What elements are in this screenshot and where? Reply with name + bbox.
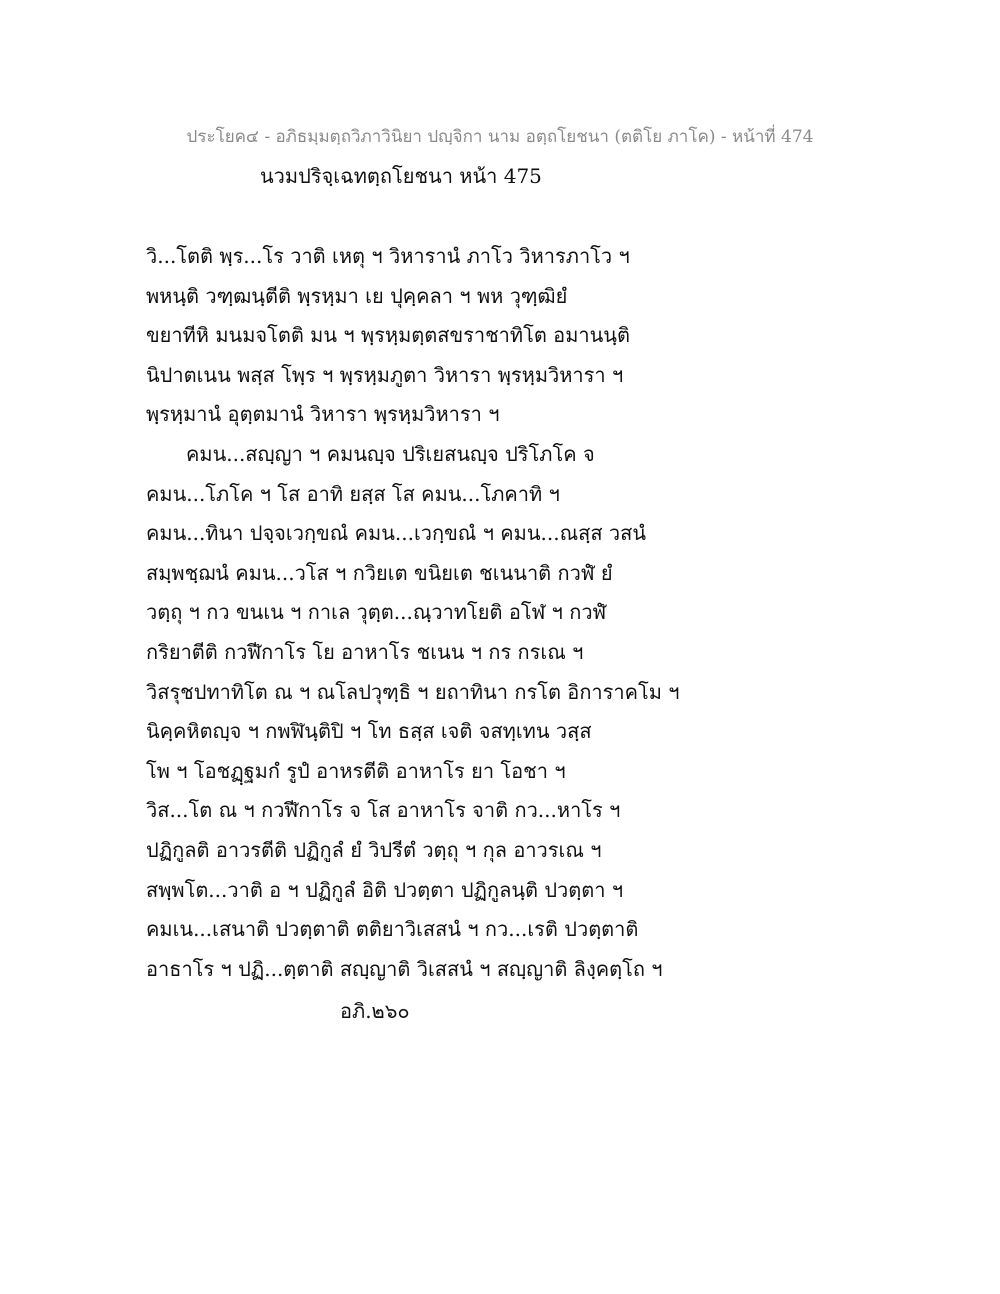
text-line: วิสรุชปทาทิโต ณ ฯ ณโลปวุฑฺธิ ฯ ยถาทินา กรโต อิการาคโม ฯ	[146, 679, 680, 704]
text-line: โพ ฯ โอชฏฺฐมกํ รูปํ อาหรตีติ อาหาโร ยา โอชา ฯ	[146, 758, 566, 783]
text-line: นิปาตเนน พสฺส โพฺร ฯ พฺรหฺมภูตา วิหารา พฺรหฺมวิหารา ฯ	[146, 362, 624, 387]
text-line: ขยาทีหิ มนมจโตติ มน ฯ พฺรหฺมตฺตสขราชาทิโต อมานนฺติ	[146, 323, 630, 348]
text-line: นิคฺคหิตญฺจ ฯ กพฬินฺติปิ ฯ โท ธสฺส เจติ จสทฺเทน วสฺส	[146, 719, 592, 744]
text-line: วิส...โต ณ ฯ กวฬีกาโร จ โส อาหาโร จาติ กว...หาโร ฯ	[146, 798, 621, 823]
text-line: วิ...โตติ พฺร...โร วาติ เหตุ ฯ วิหารานํ ภาโว วิหารภาโว ฯ	[146, 244, 630, 268]
text-line: คมน...โภโค ฯ โส อาทิ ยสฺส โส คมน...โภคาทิ ฯ	[146, 481, 560, 506]
text-line: กริยาตีติ กวฬีกาโร โย อาหาโร ชเนน ฯ กร กรเณ ฯ	[146, 639, 584, 664]
text-line: พหนฺติ วฑฺฒนฺตีติ พฺรหฺมา เย ปุคฺคลา ฯ พห วุฑฺฒิยํ	[146, 283, 568, 308]
text-line: ปฏิกูลติ อาวรตีติ ปฏิกูลํ ยํ วิปรีตํ วตฺถุ ฯ กุล อาวรเณ ฯ	[146, 837, 602, 862]
page-marker: อภิ.๒๖๐	[340, 999, 410, 1023]
running-header: ประโยค๔ - อภิธมฺมตฺถวิภาวินิยา ปญฺจิกา นาม อตฺถโยชนา (ตติโย ภาโค) - หน้าที่ 474	[186, 127, 814, 147]
text-line: วตฺถุ ฯ กว ขนเน ฯ กาเล วุตฺต...ณฺวาทโยติ อโฬ ฯ กวฬํ	[146, 600, 607, 625]
section-title: นวมปริจฺเฉทตฺถโยชนา หน้า 475	[260, 164, 542, 188]
text-line: สมฺพชฺฌนํ คมน...วโส ฯ กวิยเต ขนิยเต ชเนนาติ กวฬํ ยํ	[146, 560, 613, 585]
text-line: พฺรหฺมานํ อุตฺตมานํ วิหารา พฺรหฺมวิหารา ฯ	[146, 402, 500, 427]
text-line: สพฺพโต...วาติ อ ฯ ปฏิกูลํ อิติ ปวตฺตา ปฏิกูลนฺติ ปวตฺตา ฯ	[146, 877, 624, 902]
text-line: คมน...ทินา ปจฺจเวกฺขณํ คมน...เวกฺขณํ ฯ คมน...ณสฺส วสนํ	[146, 521, 647, 546]
text-line: คมน...สญฺญา ฯ คมนญฺจ ปริเยสนญฺจ ปริโภโค จ	[186, 441, 595, 466]
text-line: คมเน...เสนาติ ปวตฺตาติ ตติยาวิเสสนํ ฯ กว...เรติ ปวตฺตาติ	[146, 917, 639, 942]
body-text	[146, 237, 706, 989]
text-line: อาธาโร ฯ ปฏิ...ตฺตาติ สญฺญาติ วิเสสนํ ฯ สญฺญาติ ลิงฺคตฺโถ ฯ	[146, 956, 663, 981]
